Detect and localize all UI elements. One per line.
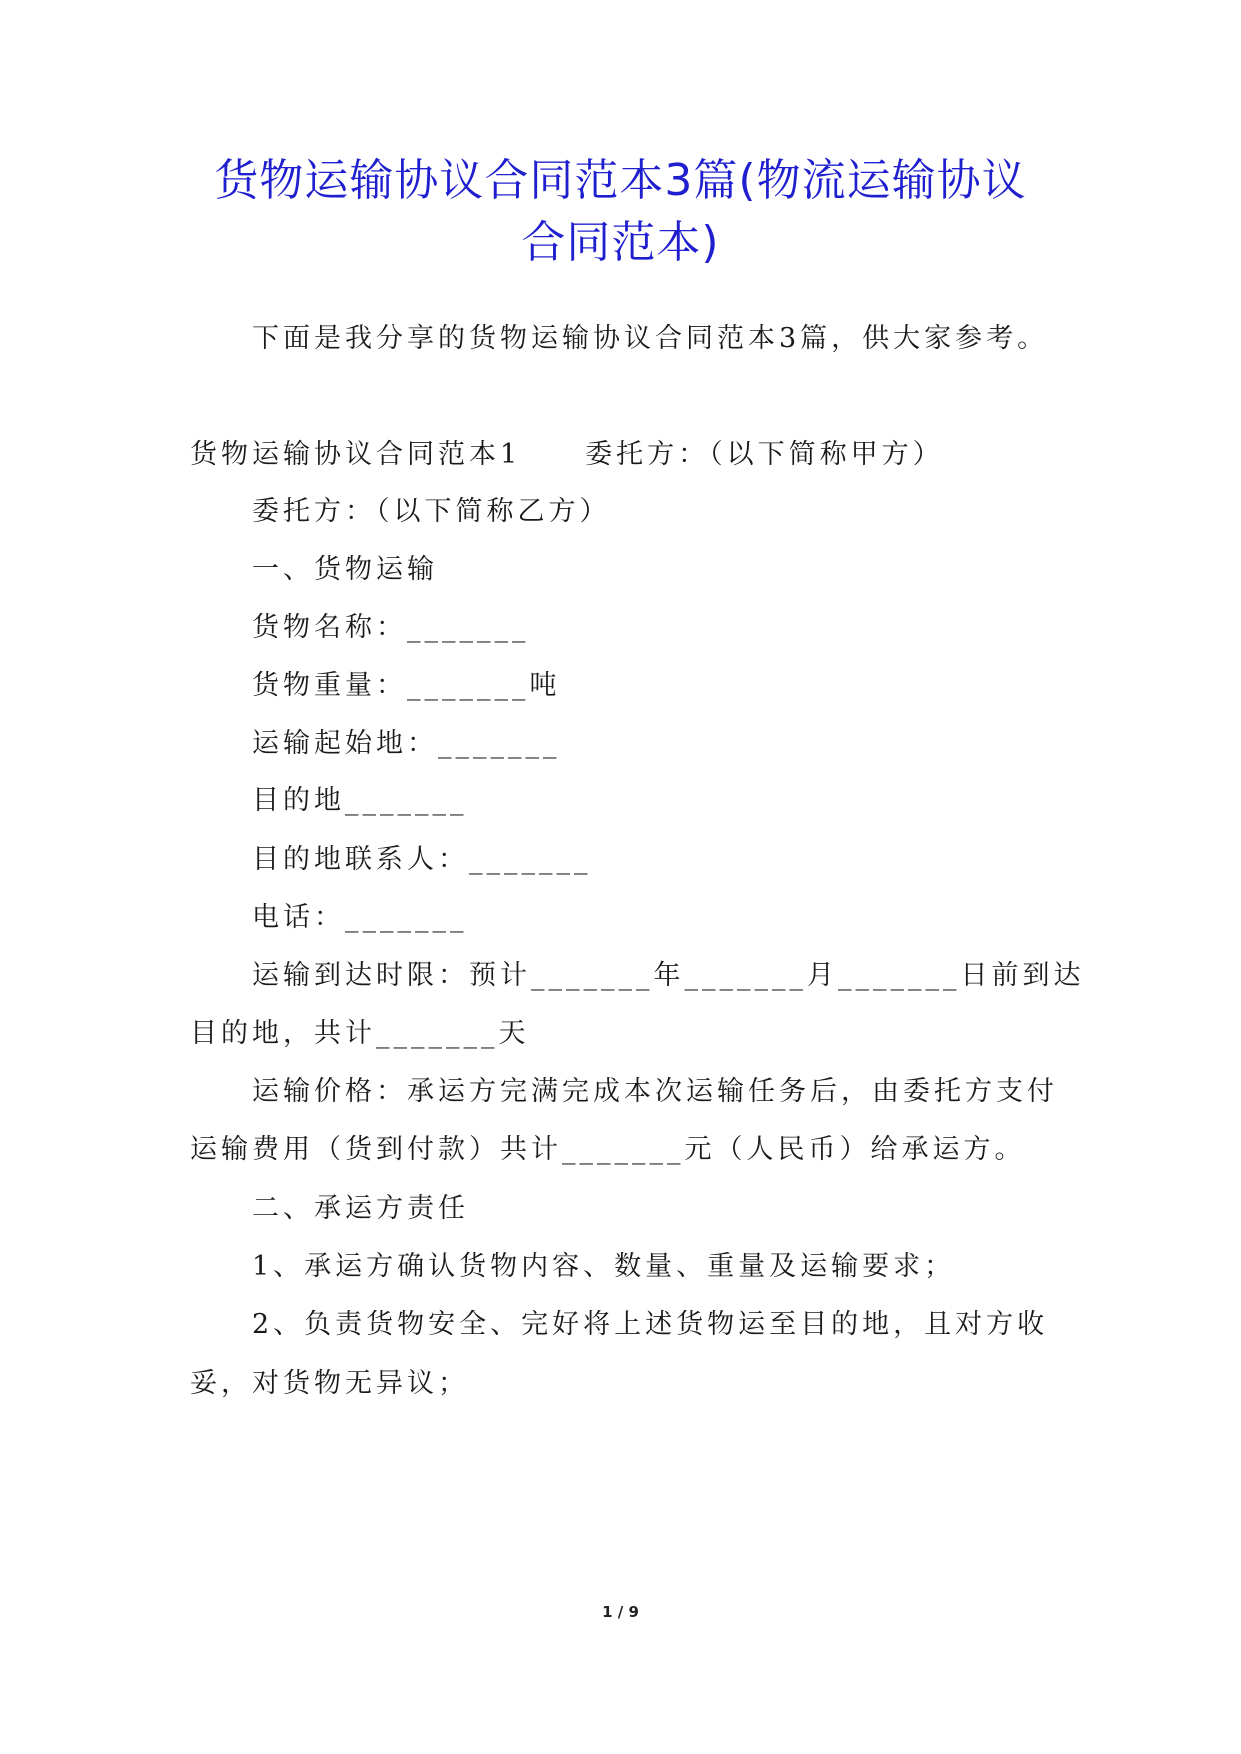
title-line-1: 货物运输协议合同范本3篇(物流运输协议 xyxy=(214,155,1027,206)
duty-2-line-1: 2、负责货物安全、完好将上述货物运至目的地，且对方收 xyxy=(252,1309,1049,1340)
document-title xyxy=(150,150,1091,274)
sample-heading-line xyxy=(190,438,944,472)
section-2-heading: 二、承运方责任 xyxy=(252,1193,469,1224)
price-line-1: 运输价格：承运方完满完成本次运输任务后，由委托方支付 xyxy=(252,1076,1058,1107)
duty-1-line: 1、承运方确认货物内容、数量、重量及运输要求； xyxy=(252,1251,956,1282)
title-line-2: 合同范本) xyxy=(521,217,720,268)
price-line-2: 运输费用（货到付款）共计_______元（人民币）给承运方。 xyxy=(190,1134,1026,1165)
cargo-weight-line: 货物重量：_______吨 xyxy=(252,670,561,701)
duty-2-line-2: 妥，对货物无异议； xyxy=(190,1368,469,1399)
phone-line: 电话：_______ xyxy=(252,902,468,933)
origin-line: 运输起始地：_______ xyxy=(252,728,561,759)
cargo-name-line: 货物名称：_______ xyxy=(252,612,530,643)
deadline-line-1: 运输到达时限：预计_______年_______月_______日前到达 xyxy=(252,960,1085,991)
sample-heading: 货物运输协议合同范本1 xyxy=(190,439,522,470)
page-number: 1 / 9 xyxy=(602,1603,639,1621)
party-a-line: 委托方：（以下简称甲方） xyxy=(585,439,944,470)
intro-paragraph: 下面是我分享的货物运输协议合同范本3篇，供大家参考。 xyxy=(252,323,1049,354)
party-b-line: 委托方：（以下简称乙方） xyxy=(252,496,611,527)
destination-contact-line: 目的地联系人：_______ xyxy=(252,844,592,875)
destination-line: 目的地_______ xyxy=(252,785,468,816)
section-1-heading: 一、货物运输 xyxy=(252,554,438,585)
deadline-line-2: 目的地，共计_______天 xyxy=(190,1018,530,1049)
